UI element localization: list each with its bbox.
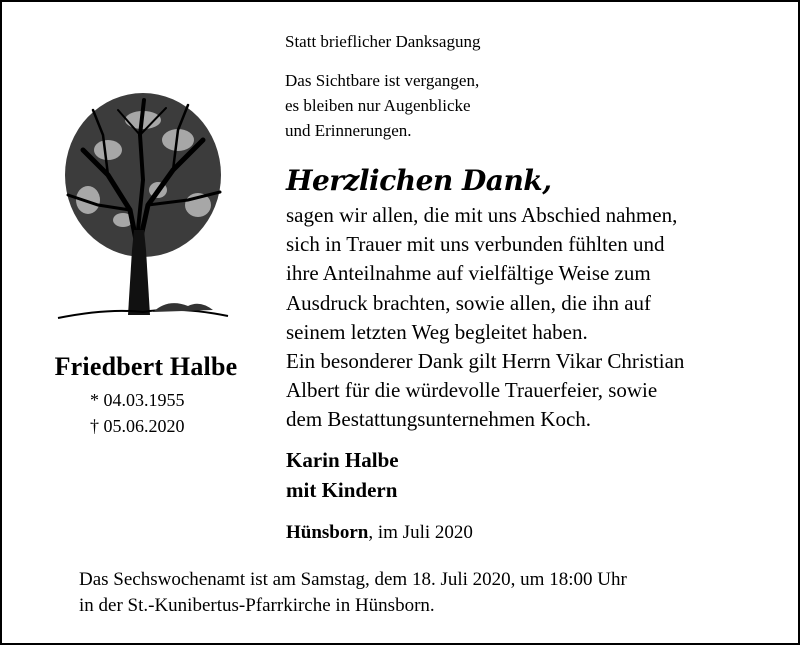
signature xyxy=(286,445,399,505)
message-line: sich in Trauer mit uns verbunden fühlten und xyxy=(286,232,665,257)
message-line: Ausdruck brachten, sowie allen, die ihn auf xyxy=(286,290,652,315)
intro-line: Statt brieflicher Danksagung xyxy=(285,32,481,51)
place-name: Hünsborn xyxy=(286,522,369,543)
poem-line: und Erinnerungen. xyxy=(285,121,412,140)
message-line: dem Bestattungsunternehmen Koch. xyxy=(286,407,592,432)
place-date xyxy=(286,522,473,544)
signature-line: mit Kindern xyxy=(286,478,398,502)
message-line: seinem letzten Weg begleitet haben. xyxy=(286,319,588,344)
poem-line: Das Sichtbare ist vergangen, xyxy=(285,71,480,90)
thanks-message xyxy=(286,201,684,435)
footer-line: in der St.-Kunibertus-Pfarrkirche in Hünsborn. xyxy=(79,595,435,616)
message-line: sagen wir allen, die mit uns Abschied nahmen, xyxy=(286,203,678,227)
thanks-heading: Herzlichen Dank, xyxy=(286,164,552,197)
birth-date: * 04.03.1955 xyxy=(90,390,185,410)
message-line: Ein besonderer Dank gilt Herrn Vikar Christian xyxy=(286,349,685,374)
date-text: , im Juli 2020 xyxy=(368,522,473,543)
death-date: † 05.06.2020 xyxy=(90,416,185,436)
memorial-mass-info xyxy=(79,567,627,619)
poem xyxy=(285,68,479,143)
message-line: ihre Anteilnahme auf vielfältige Weise zum xyxy=(286,261,651,286)
tree-icon xyxy=(48,80,238,325)
footer-line: Das Sechswochenamt ist am Samstag, dem 18. Juli 2020, um 18:00 Uhr xyxy=(79,569,627,590)
signature-line: Karin Halbe xyxy=(286,448,399,472)
message-line: Albert für die würdevolle Trauerfeier, sowie xyxy=(286,378,658,403)
deceased-name: Friedbert Halbe xyxy=(54,352,238,381)
poem-line: es bleiben nur Augenblicke xyxy=(285,96,471,115)
